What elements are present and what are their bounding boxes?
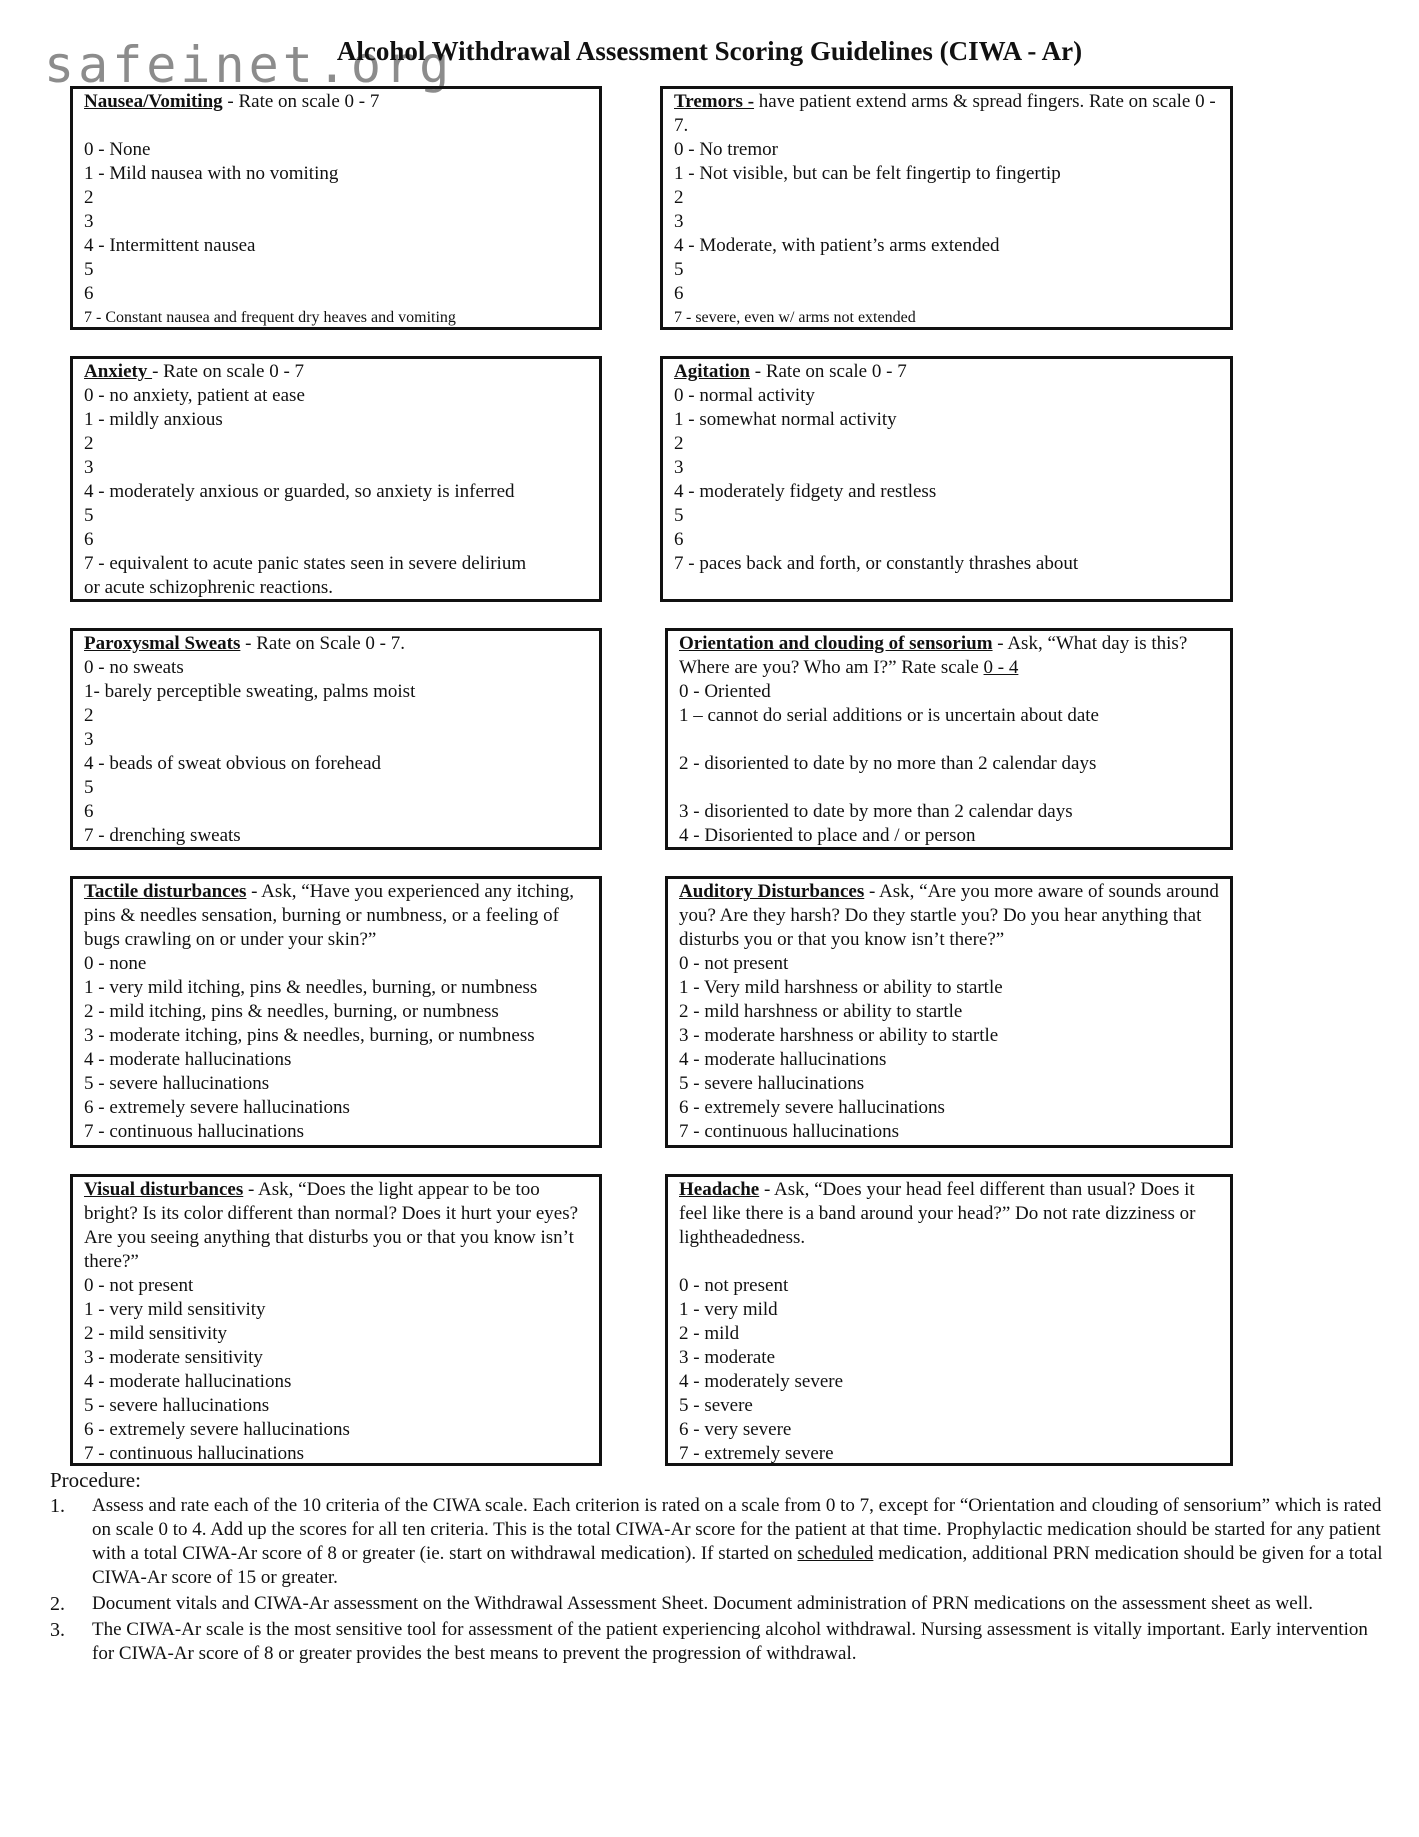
headache-title: Headache [679,1179,760,1200]
orientation-scale: 0 - 4 [983,657,1019,678]
agitation-item: 5 [674,505,684,526]
agitation-item: 0 - normal activity [674,385,815,406]
visual-disturbances-box [70,1174,602,1466]
anxiety-item: 0 - no anxiety, patient at ease [84,385,305,406]
paroxysmal-sweats-box [70,628,602,850]
anxiety-item: 6 [84,529,94,550]
tactile-disturbances-box [70,876,602,1148]
page-title: Alcohol Withdrawal Assessment Scoring Guidelines (CIWA - Ar) [336,36,1083,66]
headache-desc: - Ask, “Does your head feel different than usual? Does it feel like there is a band around your head?” Do not rate dizziness or lightheadedness. [679,1179,1196,1248]
tremors-item-last: 7 - severe, even w/ arms not extended [674,309,916,326]
step-underlined-text: scheduled [797,1543,874,1564]
headache-heading [679,1178,1222,1250]
tactile-item: 6 - extremely severe hallucinations [84,1097,350,1118]
visual-item: 0 - not present [84,1275,194,1296]
procedure-section [50,1468,1390,1668]
tactile-item: 4 - moderate hallucinations [84,1049,292,1070]
auditory-item: 7 - continuous hallucinations [679,1121,900,1142]
step-number: 1. [50,1495,65,1517]
anxiety-item: 2 [84,433,94,454]
agitation-item: 1 - somewhat normal activity [674,409,897,430]
anxiety-item: or acute schizophrenic reactions. [84,577,333,598]
procedure-step [50,1592,1390,1616]
orientation-item: 1 – cannot do serial additions or is uncertain about date [679,705,1099,726]
sweats-heading [84,632,591,656]
step-text: Assess and rate each of the 10 criteria of the CIWA scale. Each criterion is rated on a scale from 0 to 7, except for “Orientation and clouding of sensorium” which is rated on scale 0 to 4. Add up the scores for all ten criteria. This is the total CIWA-Ar score for the patient at that time. Prophylactic medication should be started for any patient with a total CIWA-Ar score of 8 or greater (ie. start on withdrawal medication). If started on [92,1495,1382,1564]
tremors-item: 3 [674,211,684,232]
tremors-desc: have patient extend arms & spread fingers. Rate on scale 0 - 7. [674,91,1216,136]
procedure-step [50,1494,1390,1590]
sweats-desc: - Rate on Scale 0 - 7. [240,633,406,654]
auditory-title: Auditory Disturbances [679,881,865,902]
headache-box [665,1174,1233,1466]
tremors-item: 4 - Moderate, with patient’s arms extended [674,235,1000,256]
tremors-item: 5 [674,259,684,280]
sweats-item: 5 [84,777,94,798]
headache-item: 1 - very mild [679,1299,778,1320]
tactile-item: 1 - very mild itching, pins & needles, burning, or numbness [84,977,538,998]
nausea-item: 3 [84,211,94,232]
tremors-heading [674,90,1222,138]
agitation-item: 3 [674,457,684,478]
anxiety-desc: - Rate on scale 0 - 7 [152,361,305,382]
auditory-item: 3 - moderate harshness or ability to startle [679,1025,999,1046]
orientation-item: 0 - Oriented [679,681,771,702]
step-text: The CIWA-Ar scale is the most sensitive tool for assessment of the patient experiencing alcohol withdrawal. Nursing assessment is vitally important. Early intervention for CIWA-Ar score of 8 or greater provides the best means to prevent the progression of withdrawal. [92,1619,1368,1664]
orientation-item [679,776,1222,800]
auditory-item: 4 - moderate hallucinations [679,1049,887,1070]
watermark: safeinet.org [44,36,454,94]
auditory-item: 6 - extremely severe hallucinations [679,1097,945,1118]
tactile-item: 2 - mild itching, pins & needles, burning, or numbness [84,1001,499,1022]
agitation-heading [674,360,1222,384]
sweats-item: 6 [84,801,94,822]
visual-item: 4 - moderate hallucinations [84,1371,292,1392]
agitation-title: Agitation [674,361,750,382]
nausea-title: Nausea/Vomiting [84,91,223,112]
sweats-item: 1- barely perceptible sweating, palms moist [84,681,416,702]
visual-item: 1 - very mild sensitivity [84,1299,266,1320]
orientation-box [665,628,1233,850]
nausea-item: 6 [84,283,94,304]
nausea-item: 0 - None [84,139,151,160]
agitation-item: 2 [674,433,684,454]
sweats-item: 7 - drenching sweats [84,825,241,846]
visual-item: 3 - moderate sensitivity [84,1347,263,1368]
visual-item: 7 - continuous hallucinations [84,1443,305,1464]
orientation-item: 3 - disoriented to date by more than 2 calendar days [679,801,1073,822]
tactile-item: 7 - continuous hallucinations [84,1121,305,1142]
anxiety-item: 5 [84,505,94,526]
headache-item: 6 - very severe [679,1419,792,1440]
sweats-item: 4 - beads of sweat obvious on forehead [84,753,382,774]
sweats-item: 2 [84,705,94,726]
nausea-vomiting-box [70,86,602,330]
auditory-item: 5 - severe hallucinations [679,1073,865,1094]
nausea-item: 5 [84,259,94,280]
anxiety-item: 7 - equivalent to acute panic states seen in severe delirium [84,553,527,574]
tactile-title: Tactile disturbances [84,881,247,902]
auditory-disturbances-box [665,876,1233,1148]
orientation-item: 4 - Disoriented to place and / or person [679,825,976,846]
nausea-item: 2 [84,187,94,208]
orientation-title: Orientation and clouding of sensorium [679,633,993,654]
headache-item: 0 - not present [679,1275,789,1296]
anxiety-item: 1 - mildly anxious [84,409,223,430]
orientation-item [679,728,1222,752]
agitation-item: 4 - moderately fidgety and restless [674,481,937,502]
orientation-item: 2 - disoriented to date by no more than 2 calendar days [679,753,1097,774]
tactile-item: 3 - moderate itching, pins & needles, burning, or numbness [84,1025,535,1046]
nausea-heading [84,90,591,114]
step-text-after: medication, additional PRN medication should be given for a total CIWA-Ar score of 15 or greater. [92,1543,1383,1588]
anxiety-item: 4 - moderately anxious or guarded, so anxiety is inferred [84,481,515,502]
spacer [84,114,591,138]
agitation-item: 6 [674,529,684,550]
tactile-item: 0 - none [84,953,147,974]
tremors-item: 6 [674,283,684,304]
anxiety-heading [84,360,591,384]
visual-title: Visual disturbances [84,1179,244,1200]
tactile-heading [84,880,591,952]
headache-item: 3 - moderate [679,1347,776,1368]
visual-item: 6 - extremely severe hallucinations [84,1419,350,1440]
headache-item: 5 - severe [679,1395,753,1416]
visual-item: 2 - mild sensitivity [84,1323,228,1344]
sweats-item: 0 - no sweats [84,657,184,678]
procedure-step [50,1618,1390,1666]
step-number: 3. [50,1619,65,1641]
orientation-desc: - Ask, “What day is this? Where are you? Who am I?” Rate scale [679,633,1188,678]
orientation-heading [679,632,1222,680]
tremors-item: 2 [674,187,684,208]
nausea-item: 1 - Mild nausea with no vomiting [84,163,339,184]
visual-heading [84,1178,591,1274]
nausea-item-last: 7 - Constant nausea and frequent dry heaves and vomiting [84,309,456,326]
tremors-box [660,86,1233,330]
auditory-heading [679,880,1222,952]
headache-item: 2 - mild [679,1323,740,1344]
procedure-heading: Procedure: [50,1468,141,1492]
visual-desc: - Ask, “Does the light appear to be too bright? Is its color different than normal? Does it hurt your eyes? Are you seeing anything that disturbs you or that you know isn’t there?” [84,1179,579,1272]
anxiety-item: 3 [84,457,94,478]
nausea-desc: - Rate on scale 0 - 7 [222,91,380,112]
tremors-item: 0 - No tremor [674,139,778,160]
headache-item: 7 - extremely severe [679,1443,834,1464]
sweats-title: Paroxysmal Sweats [84,633,241,654]
tactile-desc: - Ask, “Have you experienced any itching, pins & needles sensation, burning or numbness, or a feeling of bugs crawling on or under your skin?” [84,881,575,950]
agitation-item: 7 - paces back and forth, or constantly thrashes about [674,553,1079,574]
sweats-item: 3 [84,729,94,750]
anxiety-title: Anxiety [84,361,153,382]
step-text: Document vitals and CIWA-Ar assessment on the Withdrawal Assessment Sheet. Document administration of PRN medications on the assessment sheet as well. [92,1593,1314,1614]
nausea-item: 4 - Intermittent nausea [84,235,256,256]
procedure-steps [50,1494,1390,1666]
step-number: 2. [50,1593,65,1615]
auditory-item: 0 - not present [679,953,789,974]
agitation-desc: - Rate on scale 0 - 7 [750,361,907,382]
anxiety-box [70,356,602,602]
tremors-title: Tremors - [674,91,755,112]
visual-item: 5 - severe hallucinations [84,1395,270,1416]
tactile-item: 5 - severe hallucinations [84,1073,270,1094]
tremors-item: 1 - Not visible, but can be felt fingertip to fingertip [674,163,1061,184]
agitation-box [660,356,1233,602]
headache-item: 4 - moderately severe [679,1371,844,1392]
auditory-desc: - Ask, “Are you more aware of sounds around you? Are they harsh? Do they startle you? Do you hear anything that disturbs you or that you know isn’t there?” [679,881,1219,950]
headache-item [679,1250,1222,1274]
auditory-item: 1 - Very mild harshness or ability to startle [679,977,1003,998]
auditory-item: 2 - mild harshness or ability to startle [679,1001,963,1022]
